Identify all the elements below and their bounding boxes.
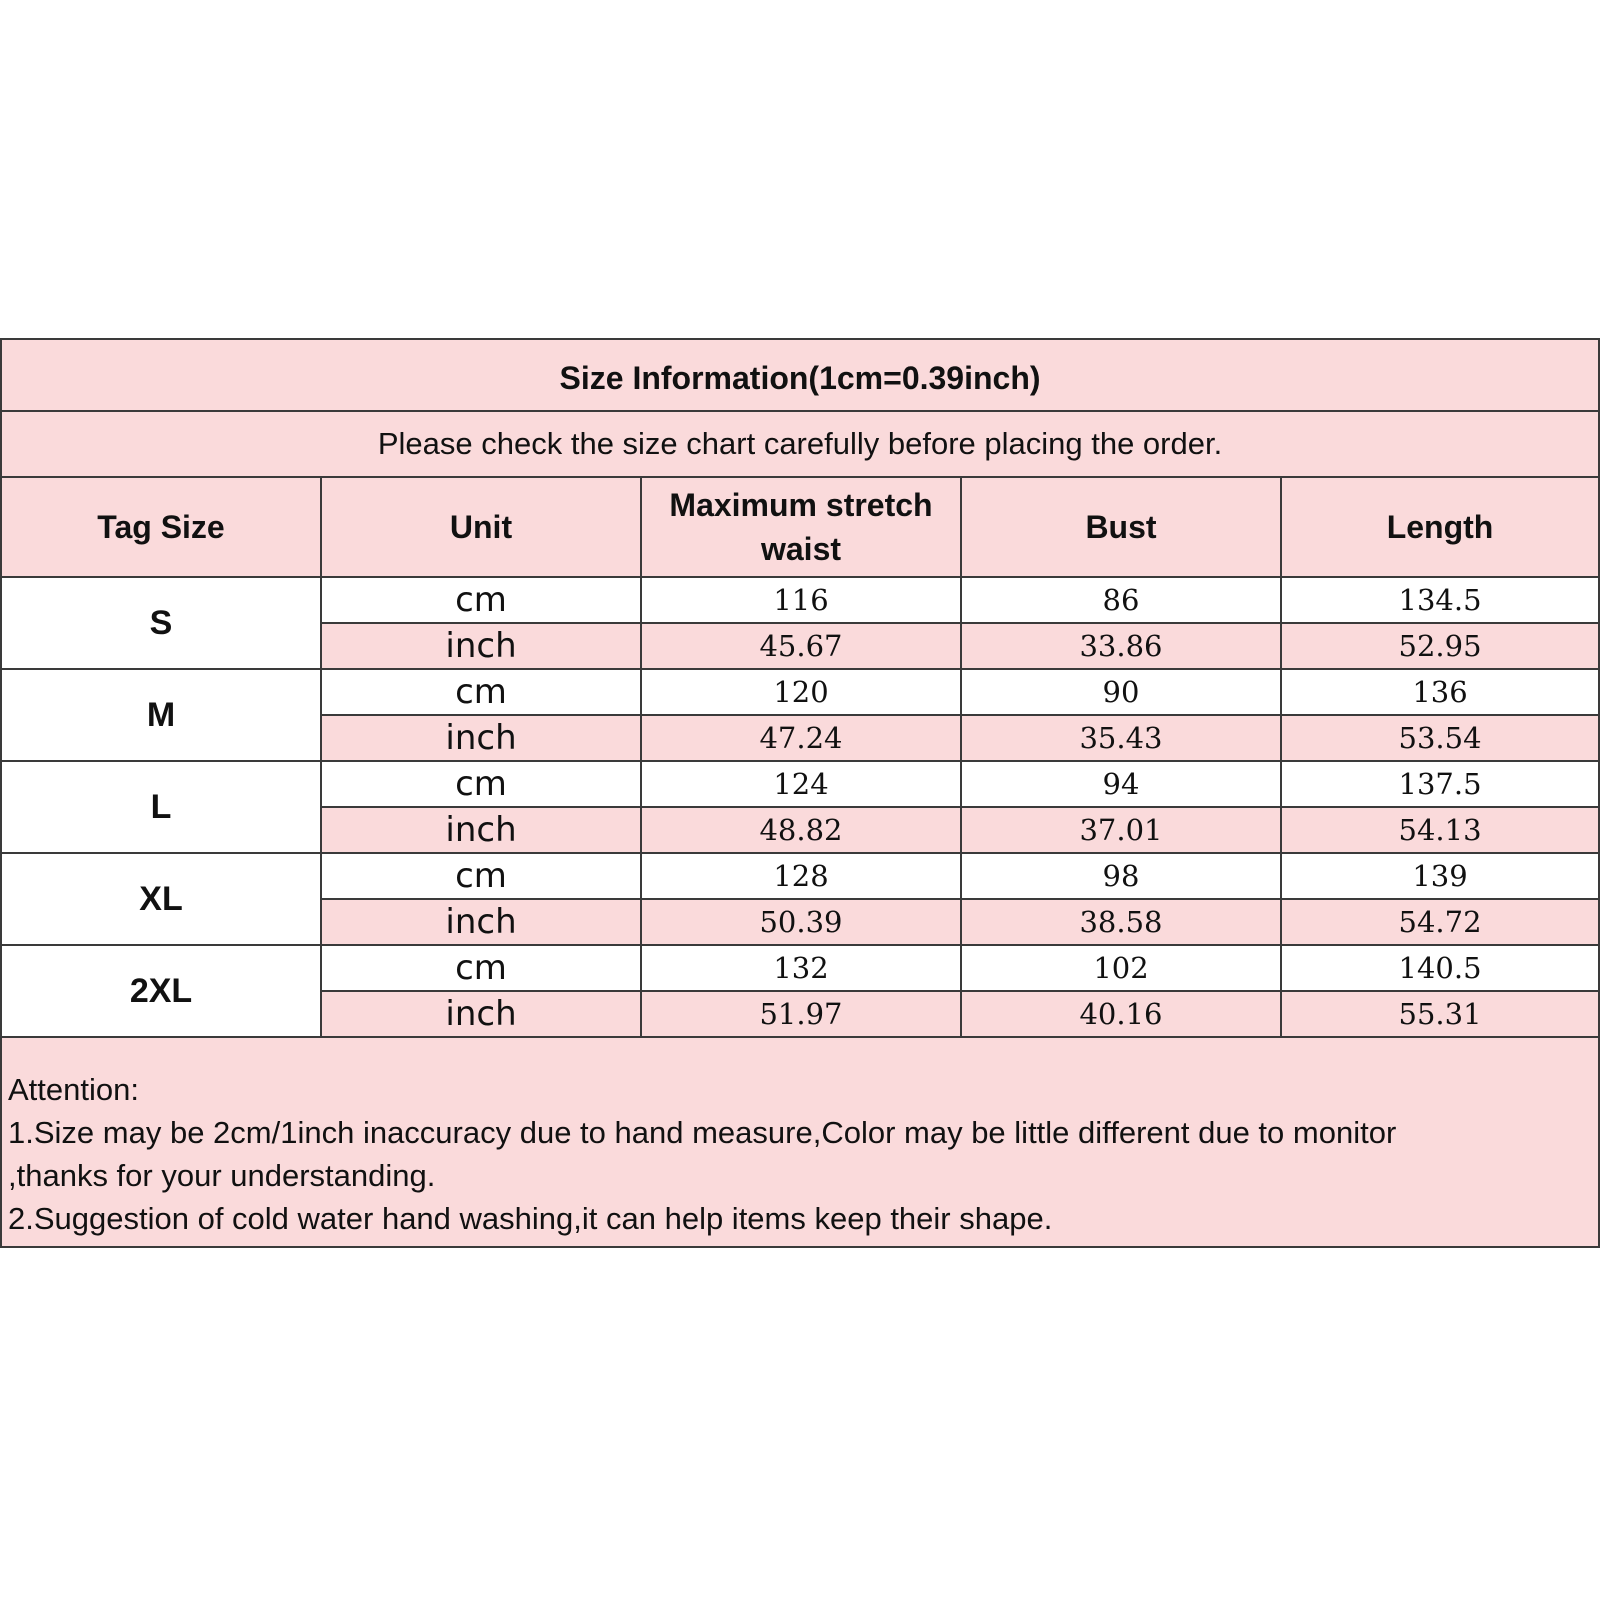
bust-value: 86 (961, 577, 1281, 623)
table-row (1, 669, 1599, 715)
attention-line-1-cont: ,thanks for your understanding. (8, 1158, 436, 1193)
waist-value: 120 (641, 669, 961, 715)
waist-value: 45.67 (641, 623, 961, 669)
length-value: 52.95 (1281, 623, 1599, 669)
length-value: 137.5 (1281, 761, 1599, 807)
header-tag-size: Tag Size (1, 477, 321, 577)
length-value: 54.72 (1281, 899, 1599, 945)
table-row (1, 577, 1599, 623)
bust-value: 98 (961, 853, 1281, 899)
length-value: 140.5 (1281, 945, 1599, 991)
size-chart-table (0, 338, 1600, 1248)
waist-value: 48.82 (641, 807, 961, 853)
bust-value: 37.01 (961, 807, 1281, 853)
header-length: Length (1281, 477, 1599, 577)
unit-cell: inch (321, 807, 641, 853)
unit-cell: inch (321, 715, 641, 761)
unit-cell: inch (321, 991, 641, 1037)
length-value: 53.54 (1281, 715, 1599, 761)
table-row (1, 945, 1599, 991)
bust-value: 94 (961, 761, 1281, 807)
chart-title: Size Information(1cm=0.39inch) (1, 339, 1599, 411)
unit-cell: inch (321, 623, 641, 669)
waist-value: 128 (641, 853, 961, 899)
tag-size-cell: M (1, 669, 321, 761)
tag-size-cell: L (1, 761, 321, 853)
unit-cell: cm (321, 669, 641, 715)
unit-cell: cm (321, 853, 641, 899)
bust-value: 35.43 (961, 715, 1281, 761)
attention-notes (1, 1037, 1599, 1247)
length-value: 55.31 (1281, 991, 1599, 1037)
header-waist: Maximum stretch waist (641, 477, 961, 577)
waist-value: 50.39 (641, 899, 961, 945)
tag-size-cell: 2XL (1, 945, 321, 1037)
unit-cell: cm (321, 945, 641, 991)
attention-line-1: 1.Size may be 2cm/1inch inaccuracy due to hand measure,Color may be little different due to monitor (8, 1115, 1397, 1150)
length-value: 54.13 (1281, 807, 1599, 853)
length-value: 136 (1281, 669, 1599, 715)
unit-cell: cm (321, 761, 641, 807)
header-unit: Unit (321, 477, 641, 577)
bust-value: 33.86 (961, 623, 1281, 669)
waist-value: 51.97 (641, 991, 961, 1037)
waist-value: 132 (641, 945, 961, 991)
header-bust: Bust (961, 477, 1281, 577)
length-value: 134.5 (1281, 577, 1599, 623)
table-row (1, 761, 1599, 807)
attention-line-2: 2.Suggestion of cold water hand washing,it can help items keep their shape. (8, 1201, 1053, 1236)
waist-value: 124 (641, 761, 961, 807)
attention-heading: Attention: (8, 1072, 139, 1107)
chart-note: Please check the size chart carefully before placing the order. (1, 411, 1599, 477)
tag-size-cell: S (1, 577, 321, 669)
bust-value: 102 (961, 945, 1281, 991)
waist-value: 47.24 (641, 715, 961, 761)
waist-value: 116 (641, 577, 961, 623)
bust-value: 40.16 (961, 991, 1281, 1037)
length-value: 139 (1281, 853, 1599, 899)
tag-size-cell: XL (1, 853, 321, 945)
unit-cell: inch (321, 899, 641, 945)
table-row (1, 853, 1599, 899)
bust-value: 38.58 (961, 899, 1281, 945)
unit-cell: cm (321, 577, 641, 623)
bust-value: 90 (961, 669, 1281, 715)
